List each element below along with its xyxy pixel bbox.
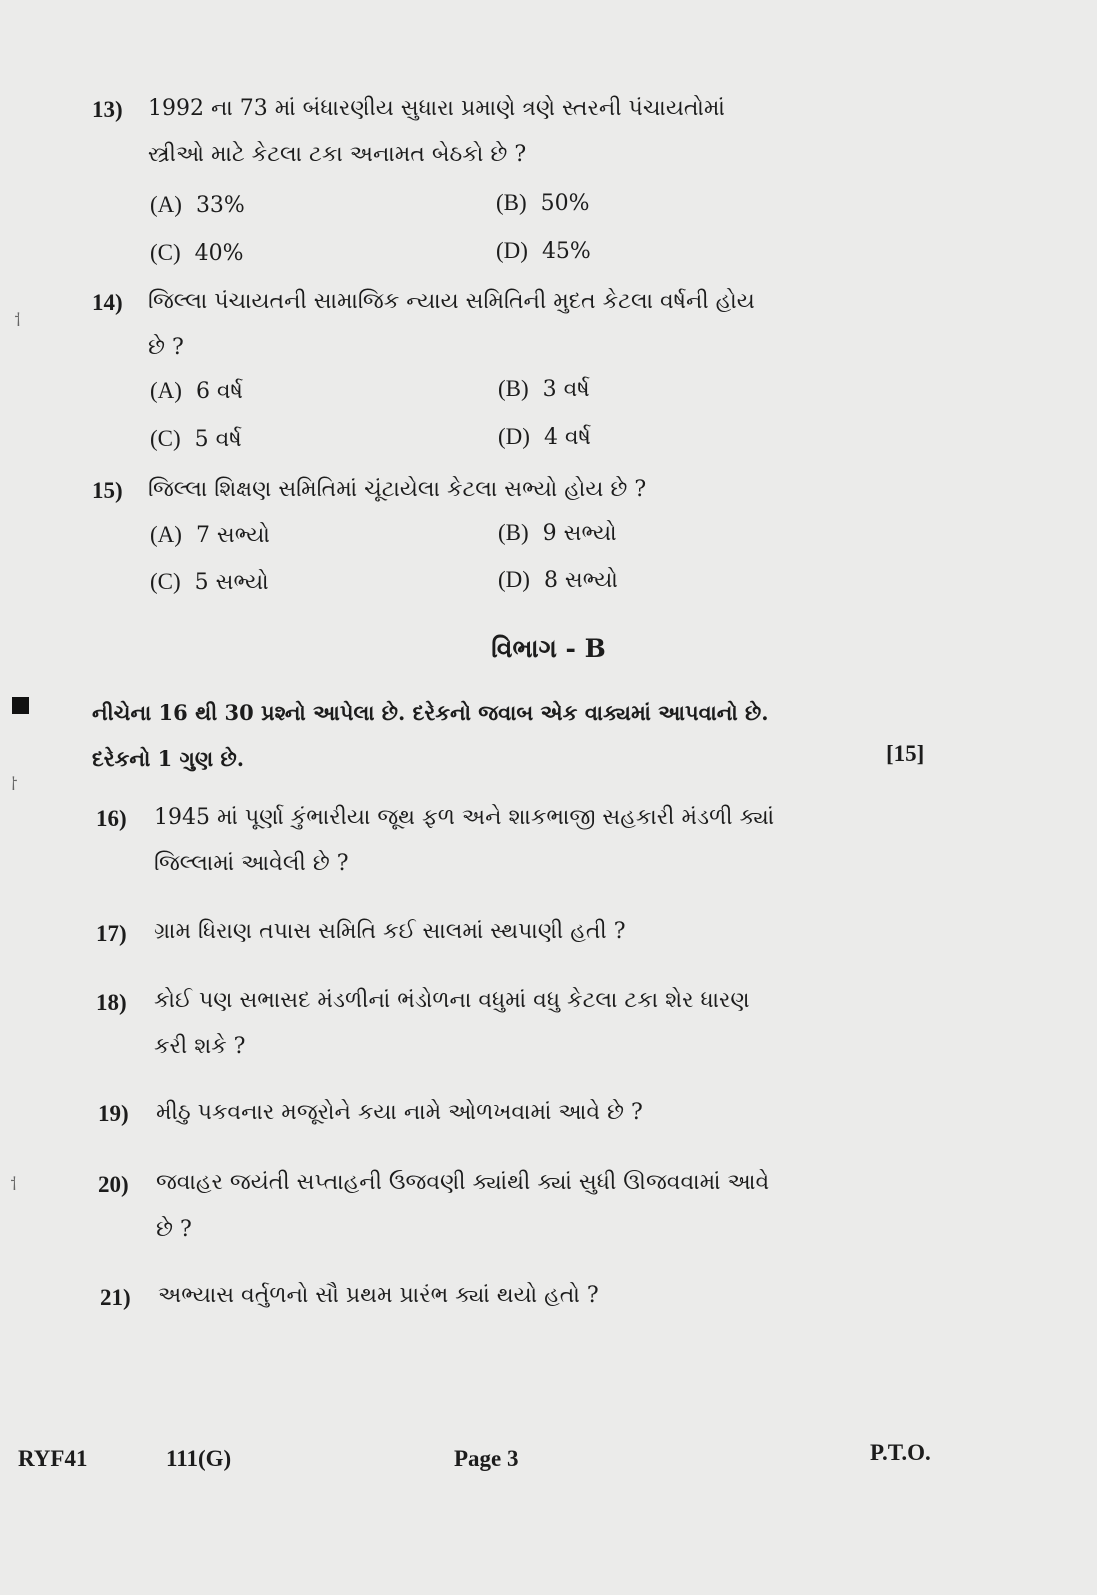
question-text-line: અભ્યાસ વર્તુળનો સૌ પ્રથમ પ્રારંભ ક્યાં થયો હતો ? bbox=[158, 1283, 599, 1308]
instruction-line: દરેકનો 1 ગુણ છે. bbox=[92, 746, 245, 771]
question-number: 19) bbox=[98, 1101, 129, 1126]
question-number: 13) bbox=[92, 97, 123, 122]
section-instructions bbox=[92, 690, 769, 782]
square-bullet-icon bbox=[12, 697, 29, 714]
margin-mark-icon: ⸷ bbox=[10, 774, 18, 795]
question-text-line: જવાહર જયંતી સપ્તાહની ઉજવણી ક્યાંથી ક્યાં સુધી ઊજવવામાં આવે bbox=[156, 1170, 770, 1195]
question-text-line: સ્ત્રીઓ માટે કેટલા ટકા અનામત બેઠકો છે ? bbox=[148, 142, 527, 167]
instruction-line: નીચેના 16 થી 30 પ્રશ્નો આપેલા છે. દરેકનો જવાબ એક વાક્યમાં આપવાનો છે. bbox=[92, 700, 769, 725]
question-number: 17) bbox=[96, 921, 127, 946]
question-text-line: જિલ્લામાં આવેલી છે ? bbox=[154, 851, 349, 876]
question-text-line: જિલ્લા પંચાયતની સામાજિક ન્યાય સમિતિની મુદત કેટલા વર્ષની હોય bbox=[148, 289, 755, 314]
section-marks: [15] bbox=[886, 741, 925, 766]
margin-mark-icon: ⸶ bbox=[14, 310, 22, 331]
question-number: 16) bbox=[96, 806, 127, 831]
option-d: (D) 8 સભ્યો bbox=[498, 567, 618, 593]
question-text-line: કોઈ પણ સભાસદ મંડળીનાં ભંડોળના વધુમાં વધુ કેટલા ટકા શેર ધારણ bbox=[154, 988, 750, 1013]
question-number: 15) bbox=[92, 478, 123, 503]
question-text-line: 1992 ના 73 માં બંધારણીય સુધારા પ્રમાણે ત્રણે સ્તરની પંચાયતોમાં bbox=[148, 96, 725, 121]
footer-paper: 111(G) bbox=[166, 1446, 232, 1471]
question-text-line: 1945 માં પૂર્ણા કુંભારીયા જૂથ ફળ અને શાકભાજી સહકારી મંડળી ક્યાં bbox=[154, 805, 775, 830]
option-b: (B) 3 વર્ષ bbox=[498, 376, 590, 402]
question-number: 21) bbox=[100, 1285, 131, 1310]
option-b: (B) 9 સભ્યો bbox=[498, 520, 617, 546]
option-c: (C) 40% bbox=[150, 240, 244, 266]
option-c: (C) 5 સભ્યો bbox=[150, 569, 269, 595]
section-title: વિભાગ - B bbox=[491, 634, 606, 663]
option-a: (A) 33% bbox=[150, 192, 245, 218]
question-text-line: મીઠુ પકવનાર મજૂરોને કયા નામે ઓળખવામાં આવે છે ? bbox=[156, 1100, 643, 1125]
margin-mark-icon: ⸶ bbox=[10, 1174, 18, 1195]
question-text-line: ગ્રામ ધિરાણ તપાસ સમિતિ કઈ સાલમાં સ્થપાણી હતી ? bbox=[154, 919, 626, 944]
option-a: (A) 7 સભ્યો bbox=[150, 522, 270, 548]
option-d: (D) 4 વર્ષ bbox=[498, 424, 591, 450]
footer-page: Page 3 bbox=[454, 1446, 519, 1471]
question-number: 18) bbox=[96, 990, 127, 1015]
question-text-line: છે ? bbox=[156, 1217, 192, 1242]
question-text-line: કરી શકે ? bbox=[154, 1034, 246, 1059]
question-number: 20) bbox=[98, 1172, 129, 1197]
question-number: 14) bbox=[92, 290, 123, 315]
option-d: (D) 45% bbox=[496, 238, 591, 264]
option-b: (B) 50% bbox=[496, 190, 590, 216]
option-a: (A) 6 વર્ષ bbox=[150, 378, 243, 404]
footer-pto: P.T.O. bbox=[870, 1440, 931, 1465]
option-c: (C) 5 વર્ષ bbox=[150, 426, 242, 452]
question-text-line: છે ? bbox=[148, 335, 184, 360]
question-text-line: જિલ્લા શિક્ષણ સમિતિમાં ચૂંટાયેલા કેટલા સભ્યો હોય છે ? bbox=[148, 477, 647, 502]
footer-code: RYF41 bbox=[18, 1446, 88, 1471]
